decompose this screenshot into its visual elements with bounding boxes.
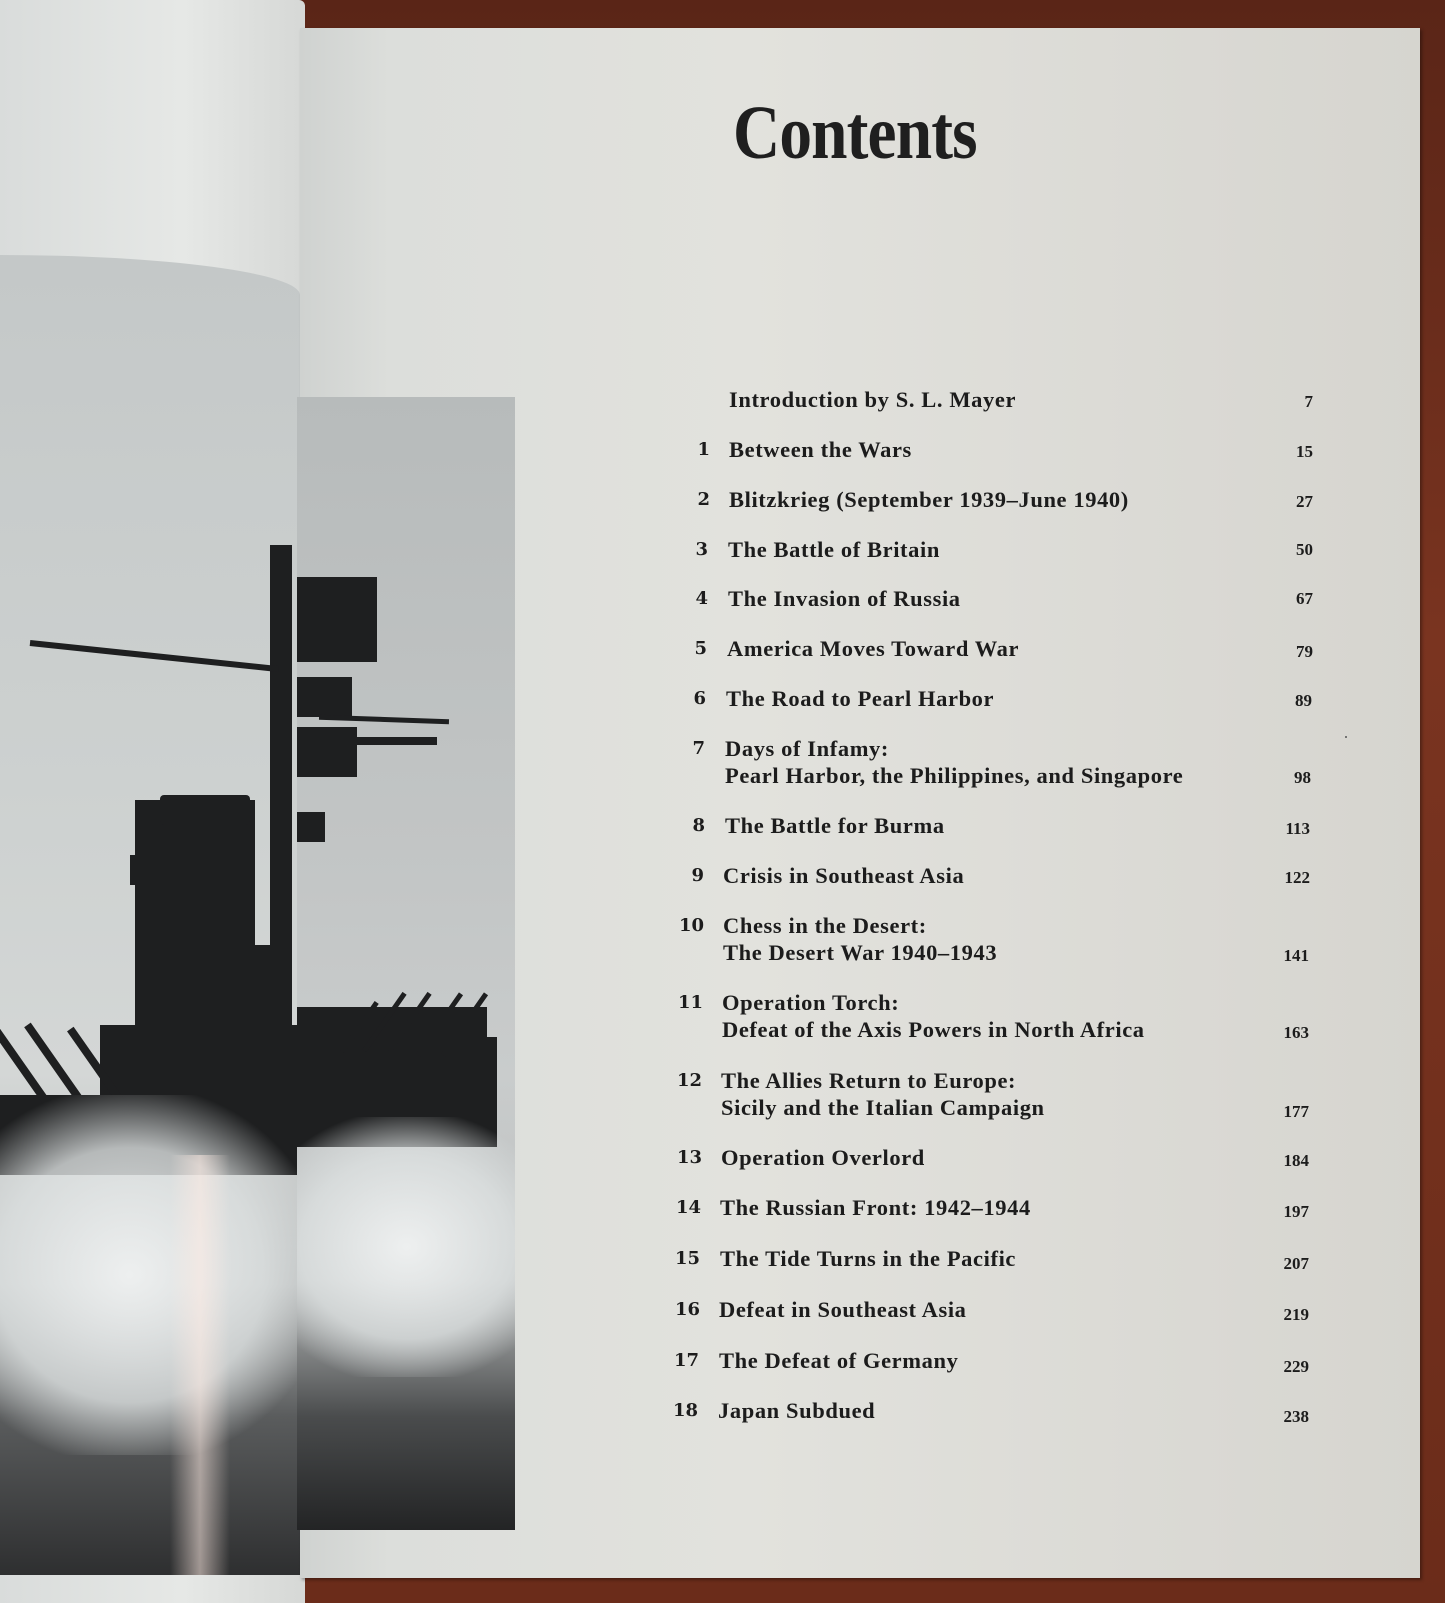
entry-page: 122 [1284, 868, 1310, 887]
entry-title: Operation Overlord [721, 1145, 925, 1170]
battleship-photo-left [0, 255, 300, 1575]
chapter-number: 17 [673, 1350, 699, 1371]
entry-page: 197 [1283, 1202, 1309, 1221]
entry-subtitle: Sicily and the Italian Campaign [721, 1095, 1045, 1120]
entry-title: America Moves Toward War [727, 636, 1020, 661]
entry-title: Blitzkrieg (September 1939–June 1940) [729, 487, 1129, 512]
entry-page: 113 [1285, 819, 1310, 838]
entry-page: 67 [1296, 589, 1313, 608]
entry-title: The Defeat of Germany [719, 1348, 959, 1373]
chapter-number: 6 [693, 688, 706, 709]
entry-page: 141 [1283, 946, 1309, 965]
chapter-number: 3 [695, 539, 708, 560]
entry-title: Introduction by S. L. Mayer [729, 387, 1017, 412]
chapter-number: 12 [676, 1070, 702, 1091]
left-page [0, 0, 305, 1603]
entry-title: The Allies Return to Europe: [721, 1068, 1017, 1093]
chapter-number: 9 [691, 865, 704, 886]
entry-title: The Tide Turns in the Pacific [720, 1246, 1017, 1271]
entry-title: Crisis in Southeast Asia [723, 863, 965, 888]
entry-page: 163 [1283, 1023, 1309, 1042]
entry-page: 229 [1283, 1357, 1309, 1376]
entry-subtitle: Pearl Harbor, the Philippines, and Singapore [725, 763, 1184, 788]
entry-title: The Battle of Britain [728, 537, 940, 562]
entry-title: Defeat in Southeast Asia [719, 1297, 967, 1322]
entry-title: The Invasion of Russia [728, 586, 961, 611]
entry-page: 177 [1283, 1102, 1309, 1121]
chapter-number: 18 [672, 1400, 698, 1421]
chapter-number: 1 [697, 439, 710, 460]
chapter-number: 5 [694, 638, 707, 659]
chapter-number: 11 [677, 992, 703, 1013]
entry-title: The Battle for Burma [725, 813, 945, 838]
chapter-number: 14 [675, 1197, 701, 1218]
chapter-number: 10 [678, 915, 704, 936]
entry-title: Operation Torch: [722, 990, 900, 1015]
chapter-number: 4 [695, 588, 708, 609]
chapter-number: 7 [692, 738, 705, 759]
entry-subtitle: Defeat of the Axis Powers in North Africa [722, 1017, 1145, 1042]
entry-page: 27 [1296, 492, 1313, 511]
chapter-number: 8 [692, 815, 705, 836]
chapter-number: 15 [674, 1248, 700, 1269]
chapter-number: 2 [697, 489, 710, 510]
entry-title: The Russian Front: 1942–1944 [720, 1195, 1031, 1220]
entry-title: Japan Subdued [718, 1398, 876, 1423]
entry-page: 15 [1296, 442, 1313, 461]
entry-page: 79 [1296, 642, 1313, 661]
entry-page: 207 [1283, 1254, 1309, 1273]
entry-title: Days of Infamy: [725, 736, 889, 761]
entry-title: The Road to Pearl Harbor [726, 686, 995, 711]
entry-page: 89 [1295, 691, 1312, 710]
chapter-number: 16 [674, 1299, 700, 1320]
entry-page: 238 [1283, 1407, 1309, 1426]
entry-page: 219 [1283, 1305, 1309, 1324]
battleship-photo-inset [297, 397, 515, 1530]
entry-title: Chess in the Desert: [723, 913, 927, 938]
entry-page: 7 [1304, 392, 1313, 411]
entry-subtitle: The Desert War 1940–1943 [723, 940, 998, 965]
entry-page: 184 [1283, 1151, 1309, 1170]
entry-title: Between the Wars [729, 437, 912, 462]
entry-page: 98 [1294, 768, 1311, 787]
page-title: Contents [733, 91, 977, 175]
entry-page: 50 [1296, 540, 1313, 559]
chapter-number: 13 [676, 1147, 702, 1168]
paper-speck [1345, 736, 1347, 738]
